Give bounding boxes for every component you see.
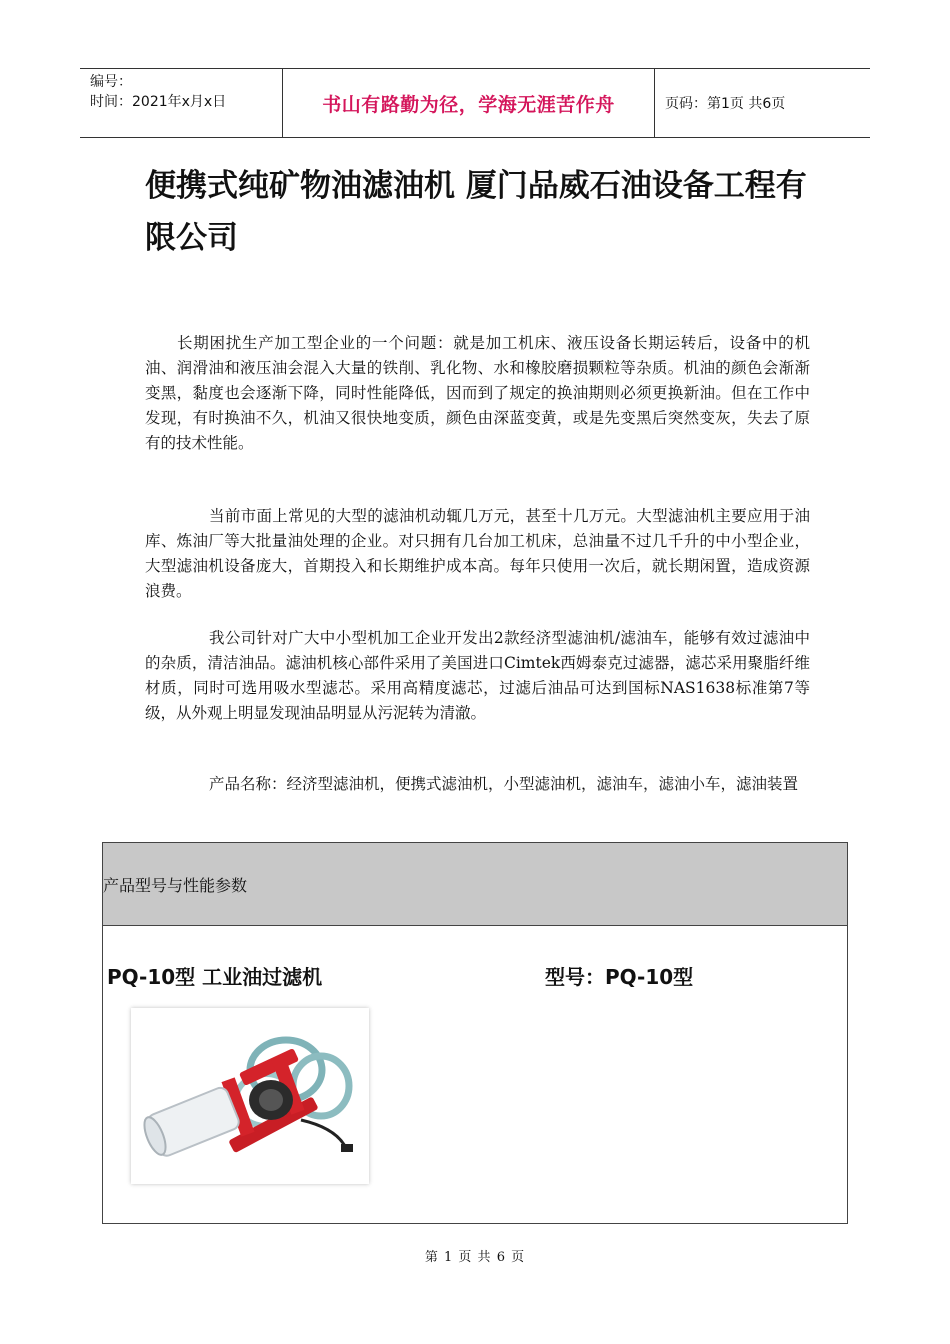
header-meta: [80, 69, 282, 137]
paragraph-4: 产品名称：经济型滤油机，便携式滤油机，小型滤油机，滤油车，滤油小车，滤油装置: [209, 775, 799, 793]
document-title: 便携式纯矿物油滤油机 厦门品威石油设备工程有限公司: [145, 168, 807, 256]
product-photo: [131, 1008, 369, 1184]
time-label: 时间：2021年x月x日: [90, 94, 227, 110]
page-footer: 第 1 页 共 6 页: [424, 1250, 526, 1265]
number-label: 编号：: [90, 74, 132, 90]
paragraph-2: 当前市面上常见的大型的滤油机动辄几万元，甚至十几万元。大型滤油机主要应用于油库、炼油厂等大批量油处理的企业。对只拥有几台加工机床，总油量不过几千升的中小型企业，大型滤油机设备庞大，首期投入和长期维护成本高。每年只使用一次后，就长期闲置，造成资源浪费。: [145, 507, 810, 600]
motto: 书山有路勤为径，学海无涯苦作舟: [322, 93, 615, 116]
spec-heading-row: [103, 843, 847, 926]
model-code: 型号：PQ-10型: [545, 965, 694, 989]
oil-filter-machine-image: [131, 1008, 369, 1184]
page-info: 页码：第1页 共6页: [665, 96, 786, 112]
header-motto-cell: [282, 69, 655, 137]
document-header: [80, 68, 870, 138]
paragraph-3: 我公司针对广大中小型机加工企业开发出2款经济型滤油机/滤油车，能够有效过滤油中的杂质，清洁油品。滤油机核心部件采用了美国进口Cimtek西姆泰克过滤器，滤芯采用聚脂纤维材质，同时可选用吸水型滤芯。采用高精度滤芯，过滤后油品可达到国标NAS1638标准第7等级，从外观上明显发现油品明显从污泥转为清澈。: [145, 629, 810, 722]
spec-heading: 产品型号与性能参数: [103, 875, 248, 895]
model-name: PQ-10型 工业油过滤机: [107, 965, 323, 989]
paragraph-1: 长期困扰生产加工型企业的一个问题：就是加工机床、液压设备长期运转后，设备中的机油、润滑油和液压油会混入大量的铁削、乳化物、水和橡胶磨损颗粒等杂质。机油的颜色会渐渐变黑，黏度也会逐渐下降，同时性能降低，因而到了规定的换油期则必须更换新油。但在工作中发现，有时换油不久，机油又很快地变质，颜色由深蓝变黄，或是先变黑后突然变灰，失去了原有的技术性能。: [145, 334, 810, 452]
header-page-info: [655, 69, 870, 137]
spec-table: [102, 842, 848, 1224]
